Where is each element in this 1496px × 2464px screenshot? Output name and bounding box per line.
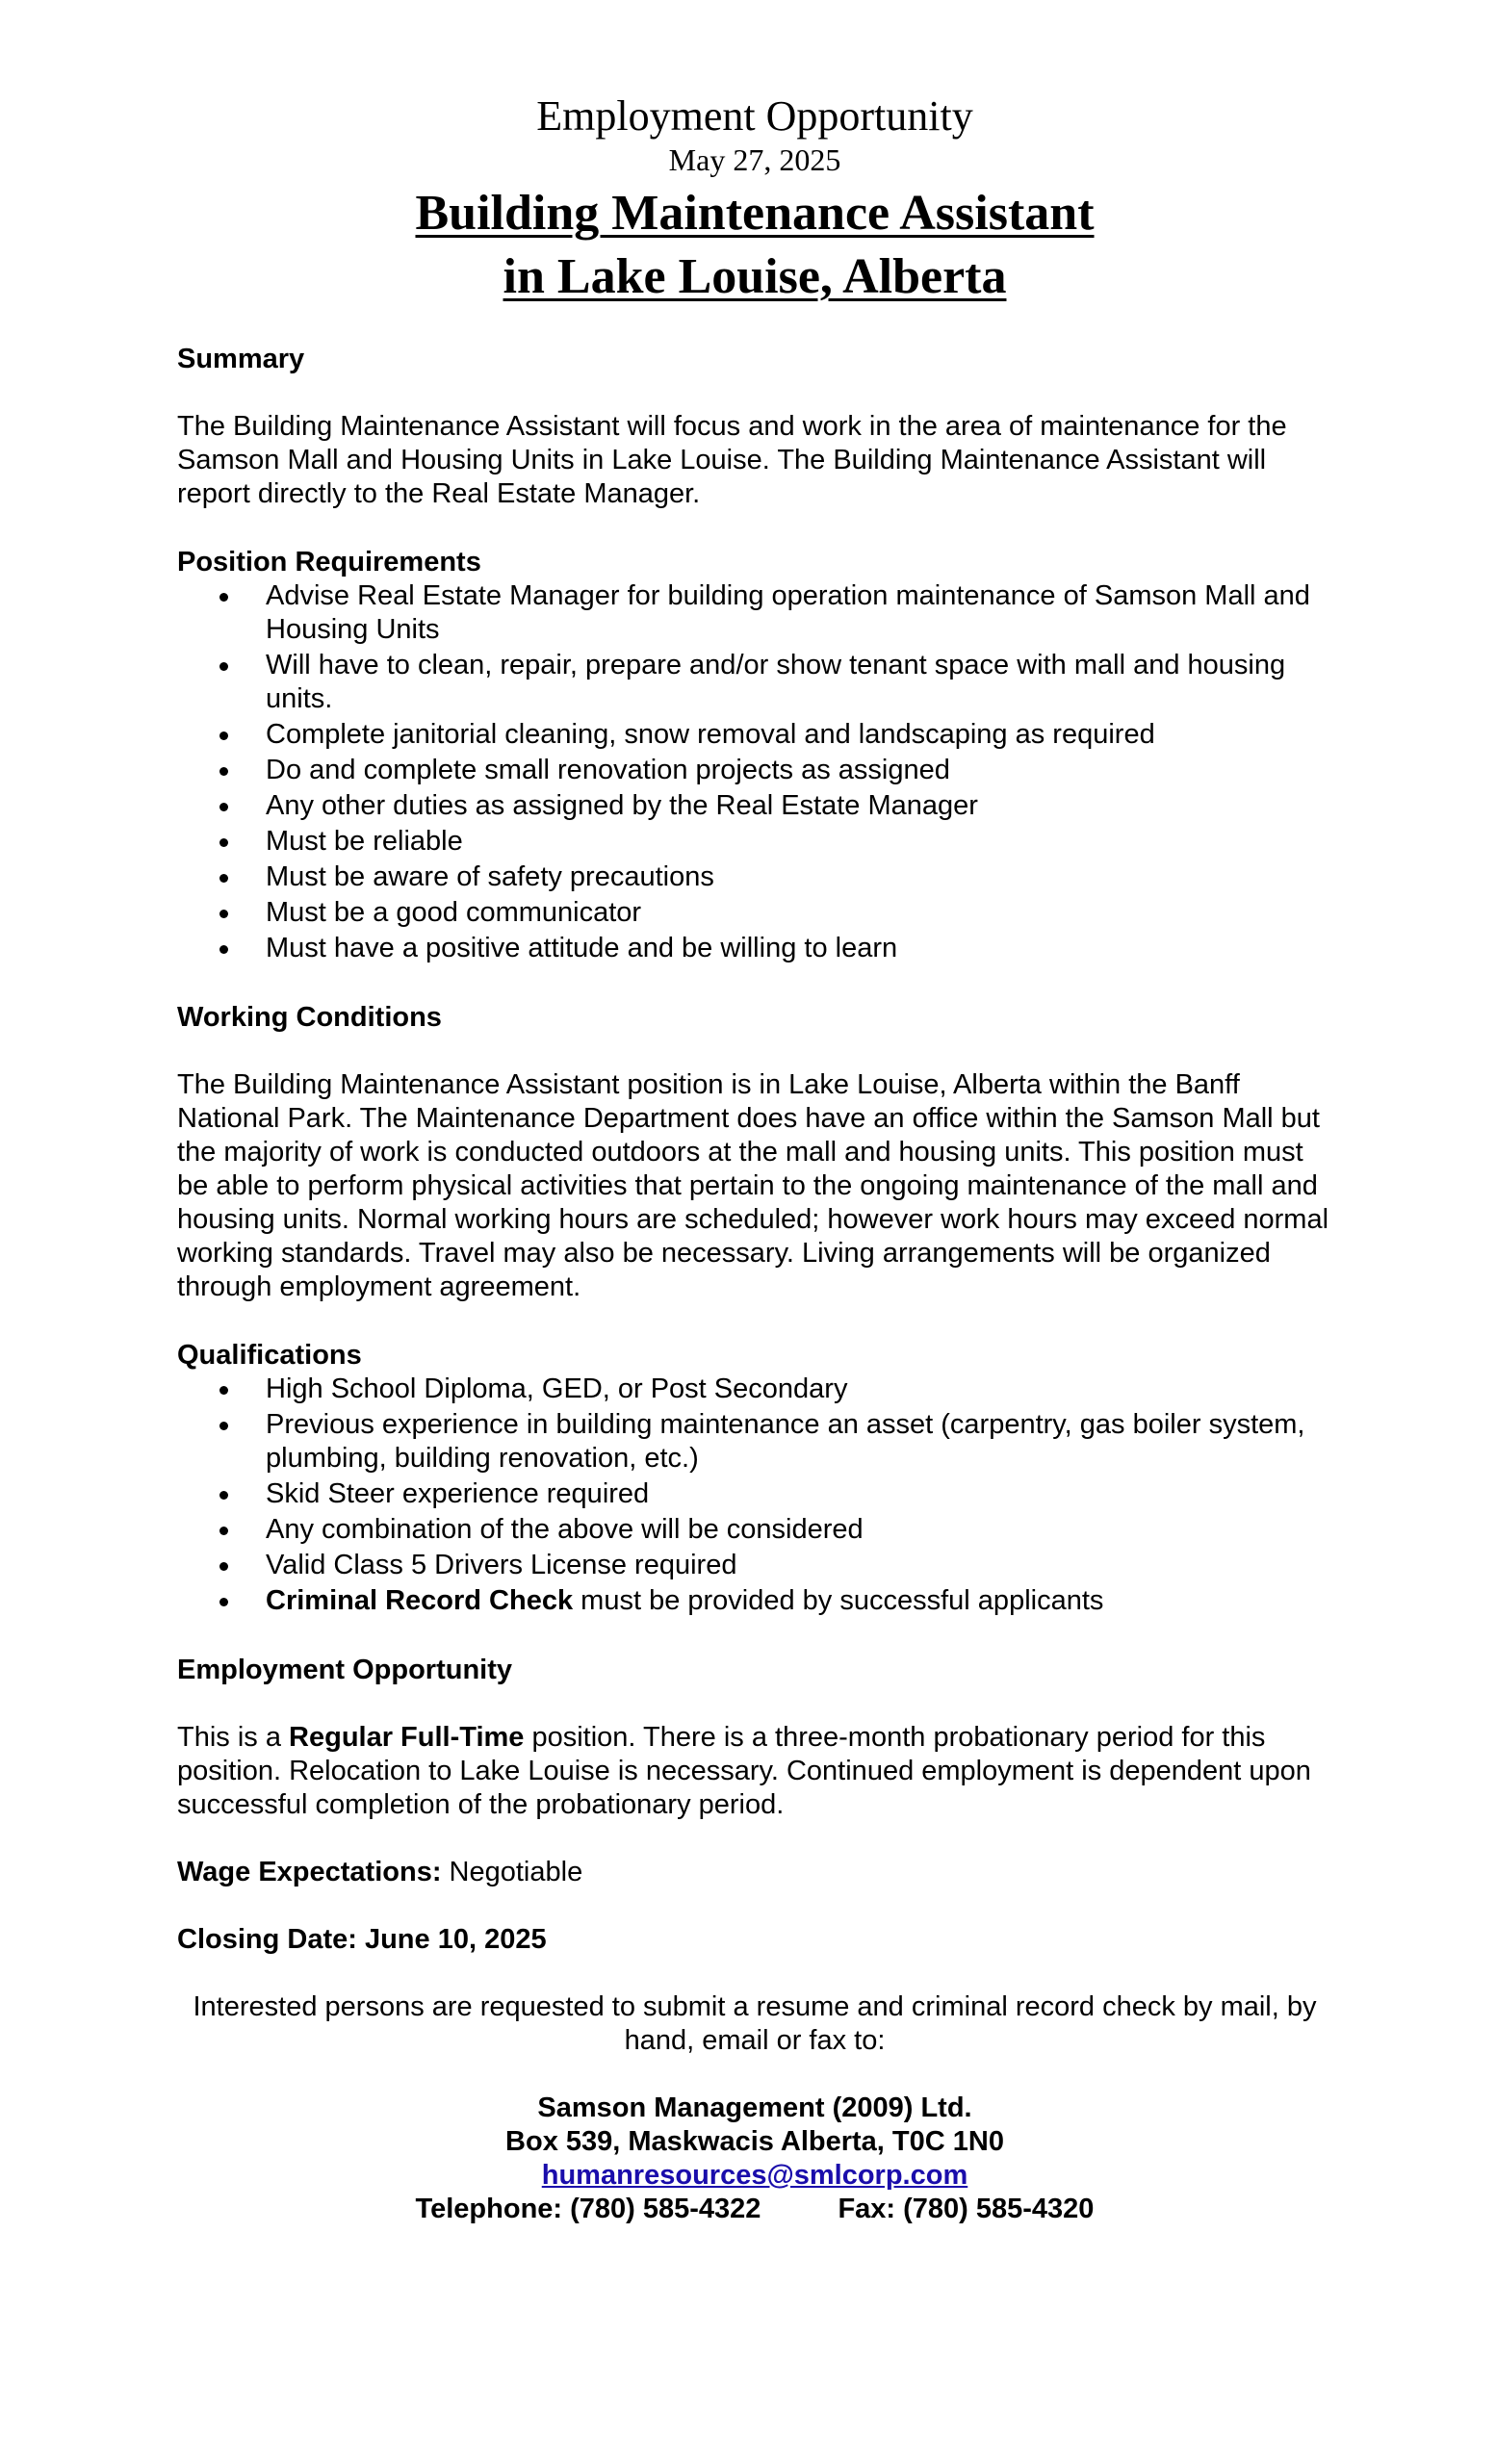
position-requirements-list: [177, 579, 1332, 965]
list-item: Do and complete small renovation projects as assigned: [177, 754, 1332, 787]
job-title-line-1: Building Maintenance Assistant: [415, 186, 1095, 241]
list-item: Valid Class 5 Drivers License required: [177, 1549, 1332, 1582]
list-item: Complete janitorial cleaning, snow removal and landscaping as required: [177, 718, 1332, 752]
list-item: Must have a positive attitude and be willing to learn: [177, 932, 1332, 965]
working-conditions-heading: Working Conditions: [177, 1002, 442, 1033]
bullet-icon: [219, 1598, 228, 1606]
bullet-icon: [219, 803, 228, 811]
bullet-icon: [219, 593, 228, 602]
qualifications-list: [177, 1373, 1332, 1618]
document-content: [177, 91, 1332, 2226]
closing-date: Closing Date: June 10, 2025: [177, 1924, 547, 1955]
bullet-icon: [219, 1422, 228, 1430]
phone-fax-row: [177, 2193, 1332, 2226]
list-item: Advise Real Estate Manager for building operation maintenance of Samson Mall and Housing Units: [177, 579, 1332, 647]
list-item: High School Diploma, GED, or Post Secondary: [177, 1373, 1332, 1406]
list-item: Any other duties as assigned by the Real Estate Manager: [177, 789, 1332, 823]
employment-opportunity-text: This is a Regular Full-Time position. There is a three-month probationary period for this position. Relocation to Lake Louise is necessary. Continued employment is dependent upon successful completion of the probationary period.: [177, 1722, 1311, 1820]
list-item: Any combination of the above will be considered: [177, 1513, 1332, 1547]
company-name: Samson Management (2009) Ltd.: [537, 2092, 972, 2123]
email-link[interactable]: humanresources@smlcorp.com: [541, 2160, 968, 2191]
list-item: Must be a good communicator: [177, 896, 1332, 930]
fax-number: Fax: (780) 585-4320: [838, 2194, 1095, 2224]
list-item: Skid Steer experience required: [177, 1477, 1332, 1511]
bullet-icon: [219, 662, 228, 671]
bullet-icon: [219, 874, 228, 883]
position-requirements-heading: Position Requirements: [177, 547, 481, 578]
application-instructions: Interested persons are requested to submit a resume and criminal record check by mail, by hand, email or fax to:: [193, 1991, 1317, 2056]
bullet-icon: [219, 910, 228, 918]
bullet-icon: [219, 1527, 228, 1535]
summary-text: The Building Maintenance Assistant will focus and work in the area of maintenance for the Samson Mall and Housing Units in Lake Louise. The Building Maintenance Assistant will report directly to the Real Estate Manager.: [177, 411, 1287, 509]
bullet-icon: [219, 1562, 228, 1571]
list-item: Previous experience in building maintenance an asset (carpentry, gas boiler system, plumbing, building renovation, etc.): [177, 1408, 1332, 1476]
contact-block: [177, 2092, 1332, 2226]
job-title-line-2: in Lake Louise, Alberta: [503, 249, 1007, 304]
bullet-icon: [219, 1386, 228, 1395]
bullet-icon: [219, 1491, 228, 1500]
qualifications-heading: Qualifications: [177, 1340, 362, 1371]
wage-expectations: Wage Expectations: Negotiable: [177, 1857, 583, 1887]
bullet-icon: [219, 838, 228, 847]
telephone-number: Telephone: (780) 585-4322: [415, 2194, 761, 2224]
employment-opportunity-heading: Employment Opportunity: [177, 1655, 512, 1685]
list-item: Must be aware of safety precautions: [177, 860, 1332, 894]
list-item: Criminal Record Check must be provided by successful applicants: [177, 1584, 1332, 1618]
bullet-icon: [219, 767, 228, 776]
list-item: Must be reliable: [177, 825, 1332, 859]
document-date: May 27, 2025: [668, 142, 841, 177]
mailing-address: Box 539, Maskwacis Alberta, T0C 1N0: [505, 2126, 1004, 2157]
list-item: Will have to clean, repair, prepare and/or show tenant space with mall and housing units.: [177, 649, 1332, 716]
summary-heading: Summary: [177, 344, 305, 374]
working-conditions-text: The Building Maintenance Assistant position is in Lake Louise, Alberta within the Banff National Park. The Maintenance Department does have an office within the Samson Mall but the majority of work is conducted outdoors at the mall and housing units. This position must be able to perform physical activities that pertain to the ongoing maintenance of the mall and housing units. Normal working hours are scheduled; however work hours may exceed normal working standards. Travel may also be necessary. Living arrangements will be organized through employment agreement.: [177, 1069, 1329, 1302]
bullet-icon: [219, 945, 228, 954]
document-heading: Employment Opportunity: [536, 92, 973, 140]
bullet-icon: [219, 732, 228, 740]
